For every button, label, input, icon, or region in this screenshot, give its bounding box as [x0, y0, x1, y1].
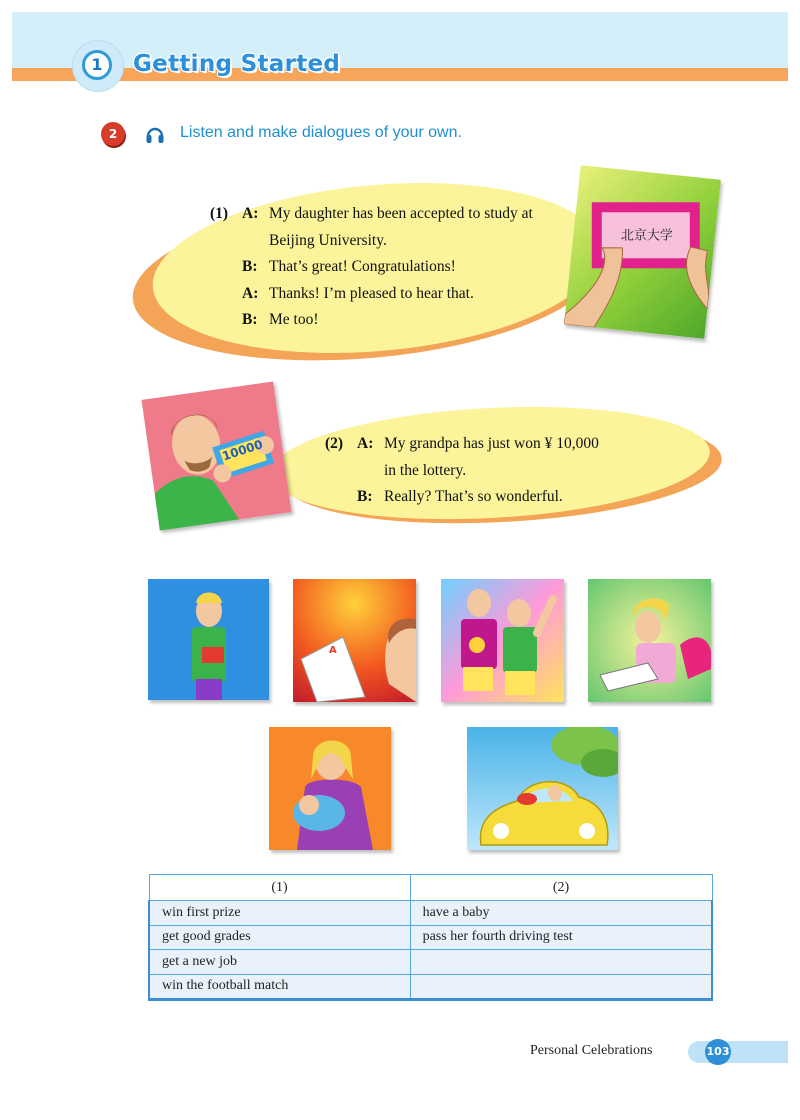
speaker-label: B: — [242, 311, 258, 328]
table-cell: get a new job — [149, 950, 410, 975]
table-row — [149, 901, 712, 926]
phrases-table — [148, 874, 713, 1001]
exercise-number: 2 — [101, 122, 125, 146]
table-cell: pass her fourth driving test — [410, 925, 712, 950]
picture-driving-test — [467, 727, 618, 850]
headphones-icon — [145, 124, 165, 146]
card-text: 北京大学 — [620, 228, 673, 244]
footer-band — [688, 1041, 788, 1063]
table-row — [149, 950, 712, 975]
picture-new-job — [588, 579, 711, 702]
dialogue-text: Me too! — [269, 311, 319, 328]
table-cell — [410, 974, 712, 1000]
picture-football-match — [441, 579, 564, 702]
table-cell — [410, 950, 712, 975]
ticket-text: 10000 — [220, 437, 265, 464]
acceptance-letter-illustration — [564, 165, 721, 339]
table-row — [149, 974, 712, 1000]
table-cell: get good grades — [149, 925, 410, 950]
dialogue-text: My daughter has been accepted to study at — [269, 205, 533, 222]
speaker-label: A: — [357, 435, 374, 452]
page-number: 103 — [705, 1039, 731, 1065]
header-stripe — [12, 68, 788, 81]
section-number: 1 — [82, 50, 112, 80]
header-band — [12, 12, 788, 68]
speaker-label: B: — [357, 488, 373, 505]
table-header-cell: (2) — [410, 875, 712, 901]
picture-good-grades — [293, 579, 416, 702]
speaker-label: B: — [242, 258, 258, 275]
dialogue-text: Thanks! I’m pleased to hear that. — [269, 284, 474, 302]
dialogue-number: (1) — [210, 205, 229, 222]
footer-unit-title: Personal Celebrations — [530, 1043, 653, 1058]
dialogue-text: That’s great! Congratulations! — [269, 258, 456, 275]
dialogue-number: (2) — [325, 435, 344, 452]
table-cell: have a baby — [410, 901, 712, 926]
table-cell: win first prize — [149, 901, 410, 926]
table-cell: win the football match — [149, 974, 410, 1000]
exercise-instruction: Listen and make dialogues of your own. — [180, 124, 462, 141]
grade-mark: A — [329, 645, 337, 656]
section-title: Getting Started — [133, 51, 341, 77]
table-row — [149, 925, 712, 950]
lottery-winner-illustration — [141, 381, 291, 530]
speaker-label: A: — [242, 205, 259, 222]
table-header-cell: (1) — [149, 875, 410, 901]
table-header-row — [149, 875, 712, 901]
dialogue-text: My grandpa has just won ¥ 10,000 — [384, 435, 599, 452]
picture-have-baby — [269, 727, 391, 850]
dialogue-text: Beijing University. — [269, 231, 387, 249]
speaker-label: A: — [242, 284, 259, 302]
picture-prize-winner — [148, 579, 269, 700]
dialogue-text: Really? That’s so wonderful. — [384, 488, 563, 505]
dialogue-text: in the lottery. — [384, 461, 467, 479]
